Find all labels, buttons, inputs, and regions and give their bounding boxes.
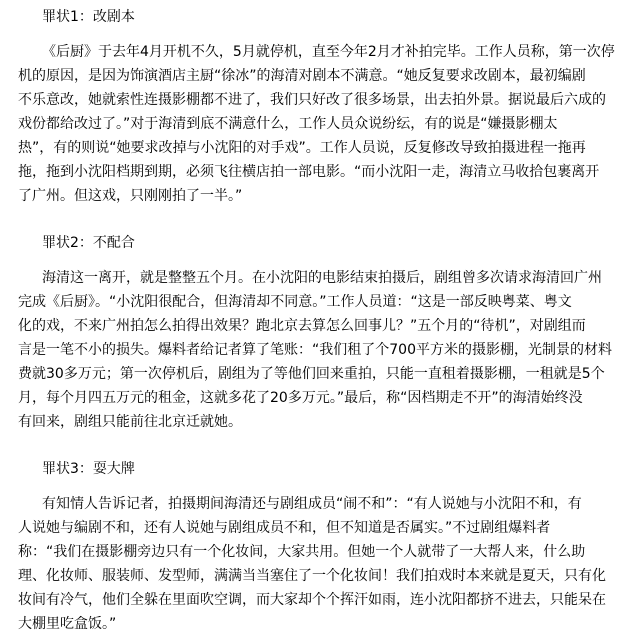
text-line: 完成《后厨》。“小沈阳很配合，但海清却不同意。”工作人员道：“这是一部反映粤菜、粤文: [18, 294, 572, 310]
paragraph: [18, 266, 612, 434]
section-3: [18, 457, 612, 636]
text-line: 费就30多万元；第一次停机后，剧组为了等他们回来重拍，只能一直租着摄影棚，一租就是5个: [18, 366, 605, 382]
text-line: 月，每个月四五万元的租金，这就多花了20多万元。”最后，称“因档期走不开”的海清始终没: [18, 390, 583, 406]
section-1: [18, 5, 615, 208]
section-heading: 罪状2：不配合: [42, 235, 135, 251]
text-line: 了广州。但这戏，只刚刚拍了一半。”: [18, 188, 243, 204]
paragraph: [18, 40, 615, 208]
text-line: 人说她与编剧不和，还有人说她与剧组成员不和，但不知道是否属实。”不过剧组爆料者: [18, 520, 551, 536]
section-2: [18, 231, 612, 434]
text-line: 妆间有冷气，他们全躲在里面吹空调，而大家却个个挥汗如雨，连小沈阳都挤不进去，只能呆在: [18, 592, 606, 608]
text-line: 称：“我们在摄影棚旁边只有一个化妆间，大家共用。但她一个人就带了一大帮人来，什么助: [18, 544, 586, 560]
text-line: 拖，拖到小沈阳档期到期，必须飞往横店拍一部电影。“而小沈阳一走，海清立马收拾包裹离开: [18, 164, 600, 180]
text-line: 理、化妆师、服装师、发型师，满满当当塞住了一个化妆间！我们拍戏时本来就是夏天，只有化: [18, 568, 606, 584]
text-line: 热”，有的则说“她要求改掉与小沈阳的对手戏”。工作人员说，反复修改导致拍摄进程一拖再: [18, 140, 586, 156]
text-line: 机的原因，是因为饰演酒店主厨“徐冰”的海清对剧本不满意。“她反复要求改剧本，最初编剧: [18, 68, 586, 84]
text-line: 有回来，剧组只能前往北京迁就她。: [18, 414, 242, 430]
text-line: 海清这一离开，就是整整五个月。在小沈阳的电影结束拍摄后，剧组曾多次请求海清回广州: [42, 270, 602, 286]
text-line: 有知情人告诉记者，拍摄期间海清还与剧组成员“闹不和”：“有人说她与小沈阳不和，有: [42, 496, 582, 512]
text-line: 戏份都给改过了。”对于海清到底不满意什么，工作人员众说纷纭，有的说是“嫌摄影棚太: [18, 116, 558, 132]
section-heading: 罪状3：耍大牌: [42, 461, 135, 477]
text-line: 不乐意改，她就索性连摄影棚都不进了，我们只好改了很多场景，出去拍外景。据说最后六成的: [18, 92, 606, 108]
text-line: 言是一笔不小的损失。爆料者给记者算了笔账：“我们租了个700平方米的摄影棚，光制景的材料: [18, 342, 612, 358]
text-line: 大棚里吃盒饭。”: [18, 616, 117, 632]
text-line: 化的戏，不来广州拍怎么拍得出效果？跑北京去算怎么回事儿？”五个月的“待机”，对剧组而: [18, 318, 586, 334]
text-line: 《后厨》于去年4月开机不久，5月就停机，直至今年2月才补拍完毕。工作人员称，第一次停: [42, 44, 615, 60]
section-heading: 罪状1：改剧本: [42, 9, 135, 25]
paragraph: [18, 492, 612, 636]
